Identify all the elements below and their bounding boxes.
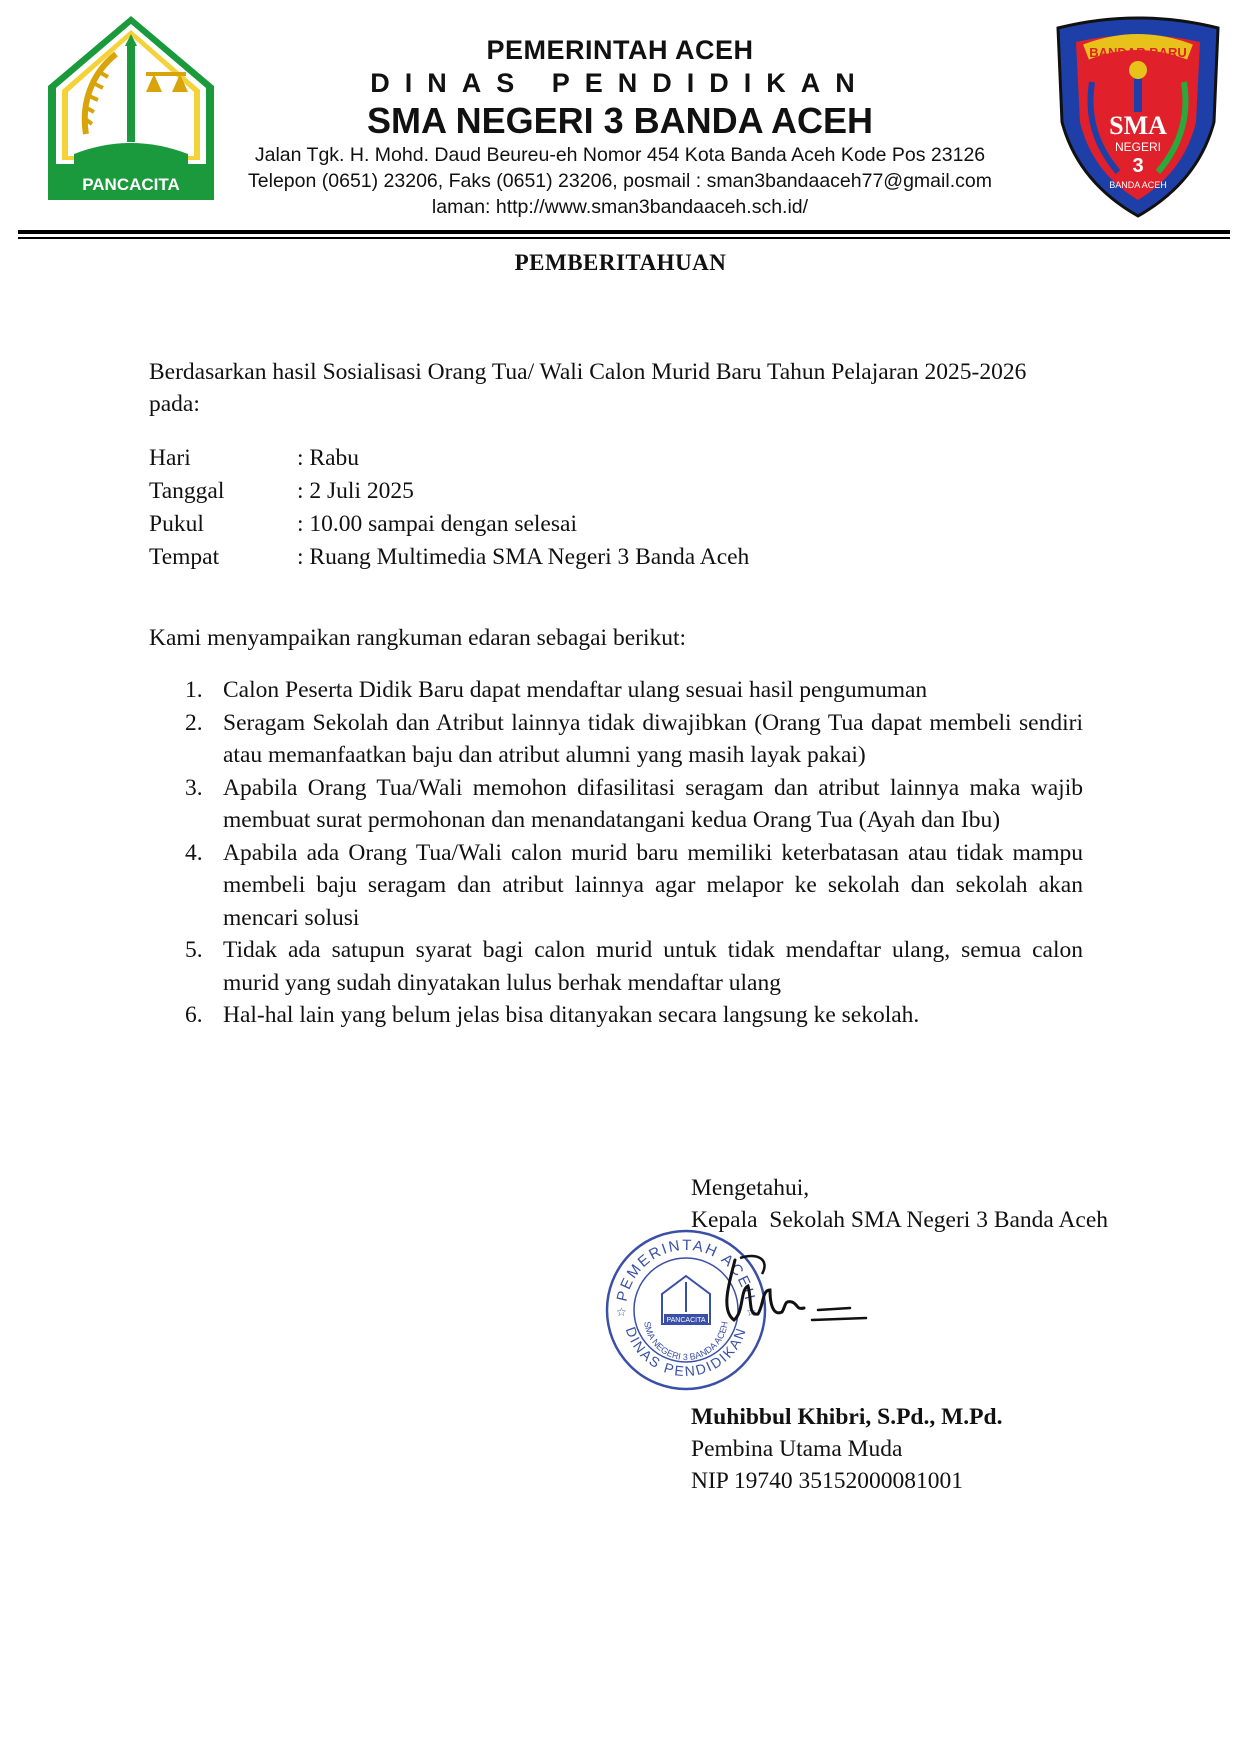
letterhead [0, 0, 1241, 240]
list-item [149, 772, 1083, 837]
list-item-text: Hal-hal lain yang belum jelas bisa ditanyakan secara langsung ke sekolah. [223, 1002, 920, 1028]
stamp-top-text: PEMERINTAH ACEH [613, 1236, 759, 1304]
pancacita-logo [46, 14, 216, 204]
summary-intro: Kami menyampaikan rangkuman edaran sebagai berikut: [149, 625, 687, 651]
signatory-rank: Pembina Utama Muda [691, 1436, 903, 1462]
letterhead-divider-thin [18, 237, 1230, 239]
pancacita-label: PANCACITA [82, 175, 180, 194]
info-label: Pukul [149, 511, 204, 537]
document-body [149, 356, 1083, 1032]
government-name: PEMERINTAH ACEH [486, 35, 754, 65]
school-address: Jalan Tgk. H. Mohd. Daud Beureu-eh Nomor 454 Kota Banda Aceh Kode Pos 23126 [254, 144, 986, 166]
list-item-text: Apabila Orang Tua/Wali memohon difasilitasi seragam dan atribut lainnya maka wajib membuat surat permohonan dan menandatangani kedua Orang Tua (Ayah dan Ibu) [223, 774, 1083, 833]
school-logo-city: BANDA ACEH [1109, 180, 1167, 190]
list-item-number: 5. [185, 937, 203, 963]
stamp-inner-text: SMA NEGERI 3 BANDA ACEH [642, 1320, 730, 1363]
info-value: : 10.00 sampai dengan selesai [297, 511, 577, 537]
list-item [149, 707, 1083, 772]
list-item-number: 3. [185, 774, 203, 801]
stamp-star-right: ☆ [746, 1305, 757, 1319]
list-item [149, 837, 1083, 935]
office-name: DINAS PENDIDIKAN [370, 68, 870, 98]
school-name: SMA NEGERI 3 BANDA ACEH [366, 100, 874, 141]
list-item-number: 2. [185, 709, 203, 736]
list-item-text: Calon Peserta Didik Baru dapat mendaftar ulang sesuai hasil pengumuman [223, 677, 928, 703]
list-item-text: Tidak ada satupun syarat bagi calon murid untuk tidak mendaftar ulang, semua calon murid yang sudah dinyatakan lulus berhak mendaftar ulang [223, 937, 1083, 996]
intro-paragraph: Berdasarkan hasil Sosialisasi Orang Tua/ Wali Calon Murid Baru Tahun Pelajaran 2025-2026 pada: [149, 359, 1027, 417]
signature-block [691, 1172, 1211, 1497]
list-item-text: Seragam Sekolah dan Atribut lainnya tidak diwajibkan (Orang Tua dapat membeli sendiri atau memanfaatkan baju dan atribut alumni yang masih layak pakai) [223, 709, 1083, 768]
info-row-date [149, 475, 1083, 508]
stamp-star-left: ☆ [616, 1305, 627, 1319]
info-value: : 2 Juli 2025 [297, 478, 414, 504]
school-logo-number: 3 [1132, 155, 1144, 177]
event-info [149, 442, 1083, 574]
info-row-day [149, 442, 1083, 475]
list-item-text: Apabila ada Orang Tua/Wali calon murid baru memiliki keterbatasan atau tidak mampu membeli baju seragam dan atribut lainnya agar melapor ke sekolah dan sekolah akan mencari solusi [223, 839, 1083, 931]
school-logo [1048, 12, 1228, 222]
info-label: Tanggal [149, 478, 225, 504]
school-logo-negeri: NEGERI [1114, 140, 1162, 154]
school-contact: Telepon (0651) 23206, Faks (0651) 23206, posmail : sman3bandaaceh77@gmail.com [248, 170, 992, 192]
school-logo-banner: BANDAR BARU [1089, 45, 1187, 60]
info-row-place [149, 541, 1083, 574]
school-logo-sma: SMA [1109, 111, 1167, 140]
signatory-name: Muhibbul Khibri, S.Pd., M.Pd. [691, 1404, 1003, 1430]
stamp-bottom-text: DINAS PENDIDIKAN [622, 1324, 750, 1380]
info-label: Tempat [149, 544, 220, 570]
acknowledge-label: Mengetahui, [691, 1175, 810, 1201]
document-title: PEMBERITAHUAN [514, 250, 727, 275]
signatory-nip: NIP 19740 35152000081001 [691, 1468, 963, 1494]
info-label: Hari [149, 445, 191, 471]
summary-list [149, 674, 1083, 1032]
list-item-number: 6. [185, 1002, 203, 1028]
info-value: : Ruang Multimedia SMA Negeri 3 Banda Aceh [297, 544, 750, 570]
info-value: : Rabu [297, 445, 360, 471]
list-item-number: 4. [185, 839, 203, 866]
list-item [149, 999, 1083, 1032]
stamp-emblem-text: PANCACITA [666, 1317, 706, 1324]
list-item-number: 1. [185, 677, 203, 703]
school-website: laman: http://www.sman3bandaaceh.sch.id/ [431, 196, 809, 218]
list-item [149, 934, 1083, 999]
letterhead-text [210, 34, 1030, 220]
letterhead-divider-thick [18, 230, 1230, 234]
info-row-time [149, 508, 1083, 541]
list-item [149, 674, 1083, 707]
signatory-position: Kepala Sekolah SMA Negeri 3 Banda Aceh [691, 1207, 1109, 1233]
